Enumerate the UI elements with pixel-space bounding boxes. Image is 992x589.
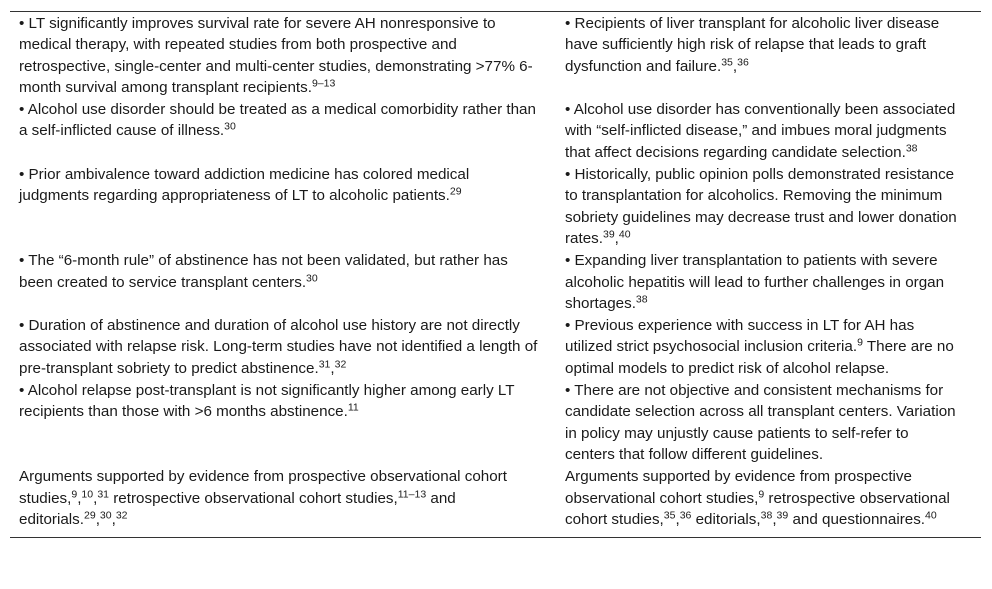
left-cell: [10, 12, 550, 99]
table-row: [10, 249, 981, 314]
citation-superscript: 9: [758, 488, 765, 501]
citation-superscript: 36: [737, 56, 749, 69]
cell-text: ,: [111, 510, 116, 528]
right-cell: [550, 12, 981, 99]
citation-superscript: 30: [99, 509, 112, 522]
citation-superscript: 35: [721, 56, 733, 69]
cell-text: ,: [330, 359, 335, 377]
citation-superscript: 31: [318, 358, 331, 371]
citation-superscript: 35: [663, 509, 676, 522]
cell-text: There are no optimal models to predict risk of alcohol relapse.: [565, 338, 954, 377]
right-cell: [550, 163, 981, 249]
citation-superscript: 30: [306, 272, 318, 285]
citation-superscript: 32: [115, 509, 128, 522]
left-summary-cell: [10, 465, 550, 537]
right-cell: [550, 314, 981, 379]
citation-superscript: 10: [81, 488, 94, 501]
cell-text: ,: [675, 510, 680, 528]
citation-superscript: 36: [679, 509, 692, 522]
citation-superscript: 40: [925, 509, 937, 522]
citation-superscript: 38: [635, 293, 648, 306]
citation-superscript: 29: [449, 185, 462, 198]
cell-text: retrospective observational cohort studies,: [565, 489, 950, 528]
table-row-summary: [10, 465, 981, 537]
citation-superscript: 39: [776, 509, 789, 522]
table-row: [10, 314, 981, 379]
cell-text: ,: [93, 489, 98, 507]
citation-superscript: 40: [618, 228, 631, 241]
cell-text: ,: [95, 510, 100, 528]
left-cell: [10, 249, 550, 314]
cell-text: retrospective observational cohort studies,: [109, 489, 398, 507]
table-row: [10, 379, 981, 465]
cell-text: • Alcohol relapse post-transplant is not significantly higher among early LT recipients than those with >6 months abstinence.: [19, 382, 515, 421]
right-cell: [550, 98, 981, 163]
left-cell: [10, 379, 550, 465]
cell-text: and editorials.: [19, 489, 456, 528]
cell-text: • Alcohol use disorder should be treated as a medical comorbidity rather than a self-inflicted cause of illness.: [19, 101, 536, 140]
cell-text: ,: [732, 57, 738, 75]
cell-text: ,: [772, 510, 777, 528]
citation-superscript: 9: [857, 337, 863, 349]
cell-text: ,: [77, 489, 82, 507]
citation-superscript: 30: [224, 121, 236, 134]
cell-text: ,: [614, 229, 619, 247]
cell-text: • Duration of abstinence and duration of alcohol use history are not directly associated with relapse risk. Long-term studies have not identified a length of pre-transplant sobriety to predict abstinence.: [19, 317, 538, 377]
arguments-table: [10, 11, 981, 538]
table-row: [10, 12, 981, 99]
cell-text: and questionnaires.: [788, 510, 926, 528]
cell-text: • Expanding liver transplantation to patients with severe alcoholic hepatitis will lead to further challenges in organ shortages.: [565, 252, 945, 312]
cell-text: Arguments supported by evidence from prospective observational cohort studies,: [565, 468, 912, 507]
cell-text: editorials,: [691, 510, 761, 528]
cell-text: • The “6-month rule” of abstinence has not been validated, but rather has been created to service transplant centers.: [19, 252, 508, 291]
right-cell: [550, 249, 981, 314]
cell-text: Arguments supported by evidence from prospective observational cohort studies,: [19, 468, 507, 507]
cell-text: • Historically, public opinion polls demonstrated resistance to transplantation for alcoholics. Removing the minimum sobriety guidelines may decrease trust and lower donation rates.: [565, 166, 957, 247]
citation-superscript: 38: [905, 142, 918, 155]
citation-superscript: 39: [602, 228, 615, 241]
cell-text: • Recipients of liver transplant for alcoholic liver disease have sufficiently high risk of relapse that leads to graft dysfunction and failure.: [565, 15, 940, 75]
left-cell: [10, 314, 550, 379]
citation-superscript: 38: [760, 509, 773, 522]
citation-superscript: 29: [84, 509, 96, 522]
cell-text: • Prior ambivalence toward addiction medicine has colored medical judgments regarding appropriateness of LT to alcoholic patients.: [19, 166, 470, 205]
cell-text: • Previous experience with success in LT for AH has utilized strict psychosocial inclusion criteria.: [565, 317, 915, 356]
table-body: [10, 12, 981, 538]
cell-text: • LT significantly improves survival rate for severe AH nonresponsive to medical therapy, with repeated studies from both prospective and retrospective, single-center and multi-center studies, demonstrating >77% 6-month survival among transplant recipients.: [19, 15, 533, 96]
table-row: [10, 98, 981, 163]
left-cell: [10, 163, 550, 249]
citation-superscript: 9: [71, 488, 78, 501]
citation-superscript: 11: [347, 401, 359, 414]
cell-text: • Alcohol use disorder has conventionally been associated with “self-inflicted disease,” and imbues moral judgments that affect decisions regarding candidate selection.: [565, 101, 956, 161]
citation-superscript: 11–13: [397, 488, 427, 501]
citation-superscript: 32: [334, 358, 347, 371]
table-row: [10, 163, 981, 249]
left-cell: [10, 98, 550, 163]
table-container: [10, 11, 981, 538]
right-cell: [550, 379, 981, 465]
right-summary-cell: [550, 465, 981, 537]
cell-text: • There are not objective and consistent mechanisms for candidate selection across all transplant centers. Variation in policy may unjustly cause patients to self-refer to centers that follow different guidelines.: [565, 382, 956, 463]
citation-superscript: 31: [97, 488, 110, 501]
citation-superscript: 9–13: [311, 77, 336, 90]
